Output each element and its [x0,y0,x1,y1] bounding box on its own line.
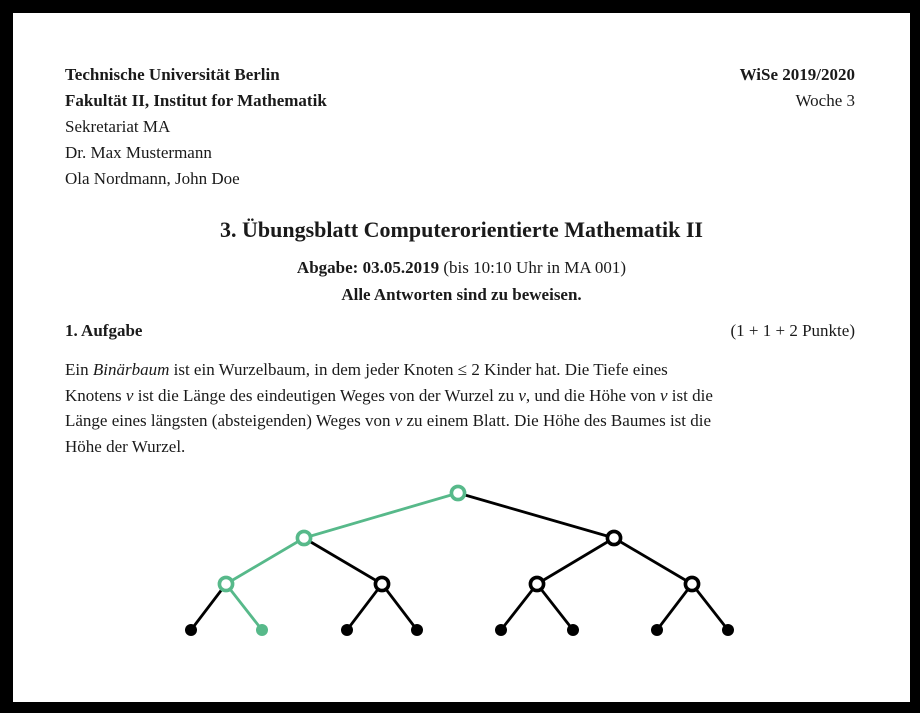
tree-edge-f-l7 [657,584,692,630]
task-points: (1 + 1 + 2 Punkte) [730,321,855,340]
tree-node-l2 [256,624,268,636]
header-right [740,62,855,114]
secretariat-line: Sekretariat MA [65,117,171,136]
deadline-line [13,256,910,280]
deadline-date: Abgabe: 03.05.2019 [296,258,440,277]
text-segment: Ein [65,360,93,379]
assistants-line: Ola Nordmann, John Doe [65,169,240,188]
title-block [13,216,910,307]
tree-edge-root-b [458,493,614,538]
university-name: Technische Universität Berlin [65,65,280,84]
tree-edge-a-d [304,538,382,584]
paragraph-line [65,408,865,434]
tree-edge-a-c [226,538,304,584]
text-segment: Höhe der Wurzel. [65,437,186,457]
header-left [65,62,327,192]
tree-node-c [219,577,232,590]
tree-node-d [375,577,388,590]
tree-edge-c-l1 [191,584,226,630]
italic-term: v [394,411,403,431]
proof-note: Alle Antworten sind zu beweisen. [341,285,582,304]
tree-edge-d-l4 [382,584,417,630]
tree-node-f [685,577,698,590]
italic-term: v [660,385,668,405]
paragraph-line [65,357,865,383]
paragraph-line [65,383,865,409]
italic-term: v [518,385,526,405]
deadline-details: (bis 10:10 Uhr in MA 001) [439,258,627,277]
task-description [65,357,865,460]
tree-edge-e-l5 [501,584,537,630]
task-row [65,319,855,343]
task-label: 1. Aufgabe [65,321,143,340]
tree-node-l5 [495,624,507,636]
tree-node-l1 [185,624,197,636]
text-segment: , und die Höhe von [525,385,660,405]
tree-node-l7 [651,624,663,636]
tree-node-l6 [567,624,579,636]
tree-node-root [451,486,464,499]
text-segment: zu einem Blatt. Die Höhe des Baumes ist die [402,411,712,431]
italic-term: v [125,385,134,405]
tree-edge-d-l3 [347,584,382,630]
tree-edge-e-l6 [537,584,573,630]
page-title: 3. Übungsblatt Computerorientierte Mathematik II [220,217,703,242]
tree-node-l3 [341,624,353,636]
tree-node-b [607,531,620,544]
tree-edge-root-a [304,493,458,538]
lecturer-line: Dr. Max Mustermann [65,143,212,162]
semester-label: WiSe 2019/2020 [739,65,855,84]
tree-edge-c-l2 [226,584,262,630]
italic-term: Binärbaum [92,360,170,379]
text-segment: ist die [667,385,713,405]
week-label: Woche 3 [795,91,855,110]
tree-node-e [530,577,543,590]
tree-node-l8 [722,624,734,636]
text-segment: Länge eines längsten (absteigenden) Weges von [65,411,395,431]
faculty-name: Fakultät II, Institut for Mathematik [65,91,327,110]
paragraph-line [65,434,865,460]
binary-tree-diagram [13,470,910,670]
tree-edge-f-l8 [692,584,728,630]
tree-edge-b-e [537,538,614,584]
text-segment: ist die Länge des eindeutigen Weges von der Wurzel zu [133,385,519,405]
tree-node-l4 [411,624,423,636]
text-segment: Knotens [65,385,126,405]
tree-edge-b-f [614,538,692,584]
text-segment: ist ein Wurzelbaum, in dem jeder Knoten ≤ 2 Kinder hat. Die Tiefe eines [169,360,668,379]
tree-node-a [297,531,310,544]
